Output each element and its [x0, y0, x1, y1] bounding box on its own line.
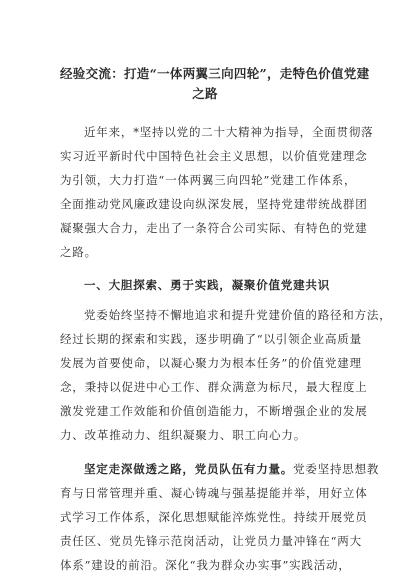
paragraph-2-line: 激发党建工作效能和价值创造能力，不断增强企业的发展	[60, 404, 368, 418]
paragraph-1-line: 之路。	[60, 245, 97, 259]
paragraph-1-line: 实习近平新时代中国特色社会主义思想，以价值党建理念	[60, 149, 368, 163]
paragraph-1-line: 全面推动党风廉政建设向纵深发展，坚持党建带统战群团	[60, 197, 368, 211]
paragraph-3-lead-rest: 党委坚持思想教	[293, 462, 380, 476]
paragraph-3-line: 式学习工作体系，深化思想赋能淬炼党性。持续开展党员	[60, 510, 368, 524]
paragraph-2-line: 力、改革推动力、组织凝聚力、职工向心力。	[60, 428, 306, 442]
section-heading: 一、大胆探索、勇于实践，凝聚价值党建共识	[84, 278, 330, 292]
paragraph-3-line: 体系”建设的前沿。深化“我为群众办实事”实践活动，	[60, 558, 351, 572]
paragraph-3-line: 责任区、党员先锋示范岗活动，让党员力量冲锋在“两大	[60, 534, 362, 548]
paragraph-2-line: 发展为首要使命，以凝心聚力为根本任务”的价值党建理	[60, 356, 362, 370]
paragraph-2-line: 念，秉持以促进中心工作、群众满意为标尺，最大程度上	[60, 380, 368, 394]
document-title-line-2: 之路	[192, 86, 218, 101]
paragraph-2-line: 党委始终坚持不懈地追求和提升党建价值的路径和方法，	[84, 308, 392, 322]
paragraph-1-line: 近年来，*坚持以党的二十大精神为指导，全面贯彻落	[84, 125, 374, 139]
document-title-line-1: 经验交流：打造“一体两翼三向四轮”，走特色价值党建	[60, 66, 370, 81]
paragraph-3-line: 育与日常管理并重、凝心铸魂与强基提能并举，用好立体	[60, 486, 368, 500]
paragraph-2-line: 经过长期的探索和实践，逐步明确了“以引领企业高质量	[60, 332, 362, 346]
paragraph-3-lead-bold: 坚定走深做透之路，党员队伍有力量。	[84, 462, 294, 476]
paragraph-1-line: 凝聚强大合力，走出了一条符合公司实际、有特色的党建	[60, 221, 368, 235]
paragraph-1-line: 为引领，大力打造“一体两翼三向四轮”党建工作体系，	[60, 173, 357, 187]
paragraph-3-lead-line	[84, 461, 380, 477]
